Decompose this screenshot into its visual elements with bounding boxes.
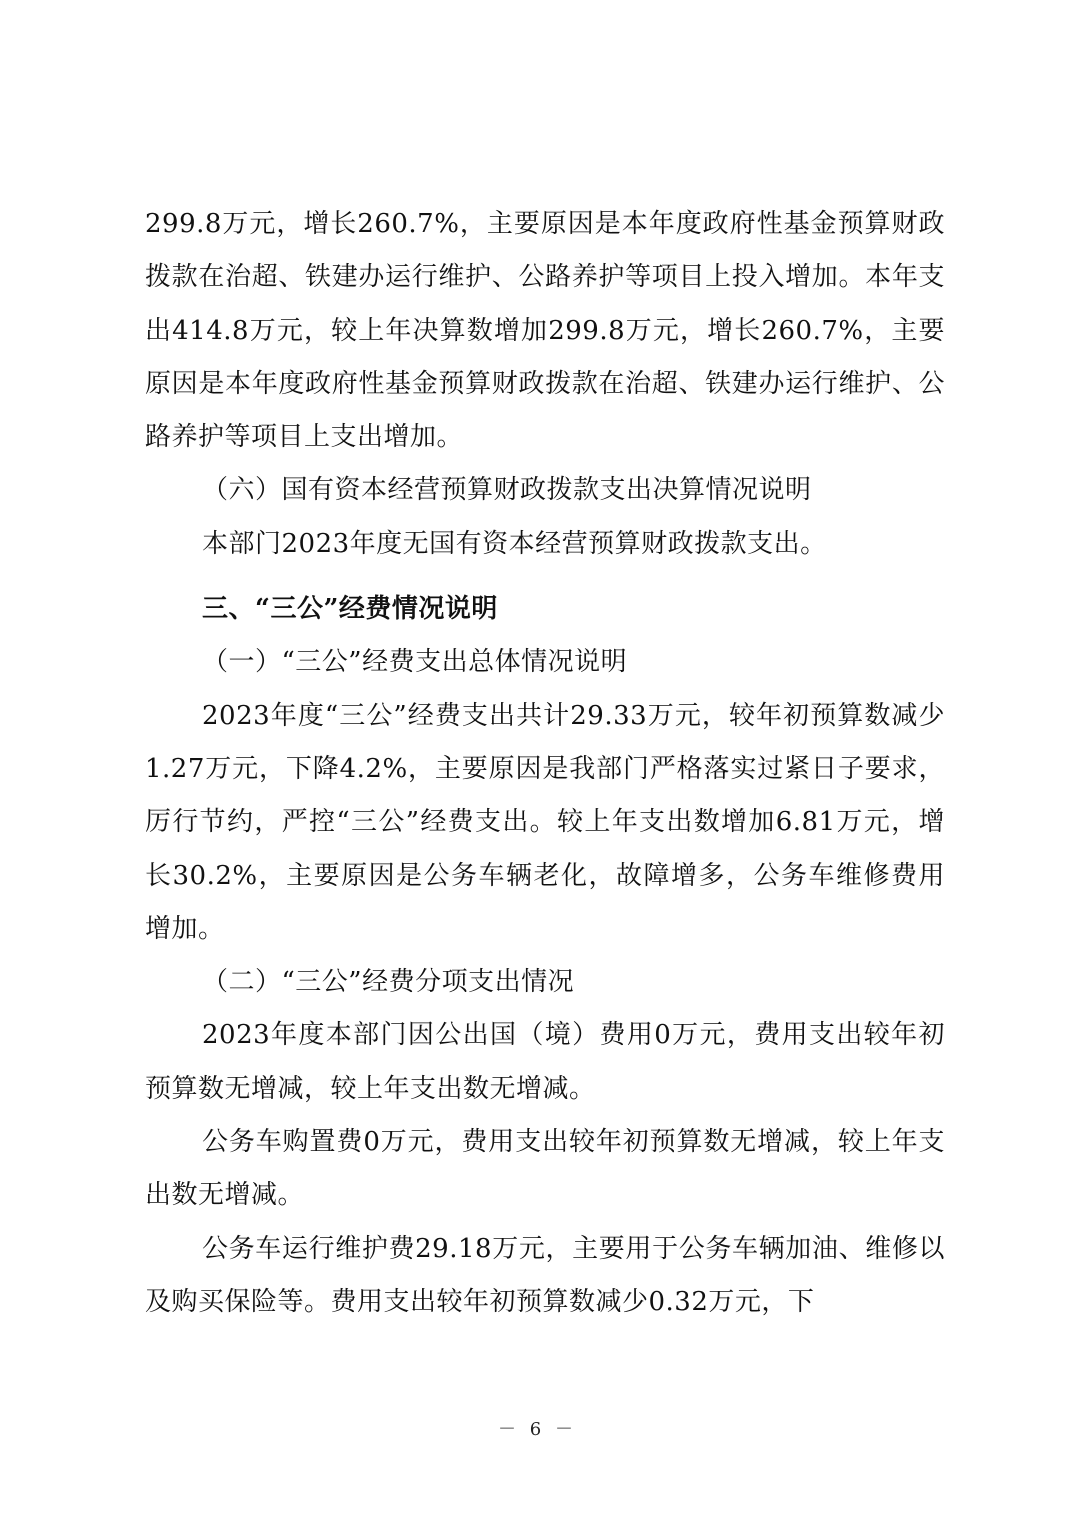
document-body [145,198,945,1329]
paragraph-overall-expenses: 2023年度“三公”经费支出共计29.33万元，较年初预算数减少1.27万元，下降4.2%，主要原因是我部门严格落实过紧日子要求，厉行节约，严控“三公”经费支出。较上年支出数增加6.81万元，增长30.2%，主要原因是公务车辆老化，故障增多，公务车维修费用增加。 [145,700,945,944]
paragraph-vehicle-maintenance: 公务车运行维护费29.18万元，主要用于公务车辆加油、维修以及购买保险等。费用支出较年初预算数减少0.32万元，下 [145,1233,945,1317]
paragraph-state-capital: 本部门2023年度无国有资本经营预算财政拨款支出。 [202,528,827,559]
subsection-heading-itemized: （二）“三公”经费分项支出情况 [202,967,575,998]
section-heading-three-public-expenses: 三、“三公”经费情况说明 [202,594,498,625]
section-heading-state-capital: （六）国有资本经营预算财政拨款支出决算情况说明 [202,475,812,506]
page-number: － 6 － [498,1419,577,1440]
paragraph-fund-budget-continued: 299.8万元，增长260.7%，主要原因是本年度政府性基金预算财政拨款在治超、铁建办运行维护、公路养护等项目上投入增加。本年支出414.8万元，较上年决算数增加299.8万元，增长260.7%，主要原因是本年度政府性基金预算财政拨款在治超、铁建办运行维护、公路养护等项目上支出增加。 [145,209,945,453]
paragraph-overseas-travel: 2023年度本部门因公出国（境）费用0万元，费用支出较年初预算数无增减，较上年支出数无增减。 [145,1020,945,1104]
subsection-heading-overall: （一）“三公”经费支出总体情况说明 [202,647,628,678]
paragraph-vehicle-purchase: 公务车购置费0万元，费用支出较年初预算数无增减，较上年支出数无增减。 [145,1127,945,1211]
